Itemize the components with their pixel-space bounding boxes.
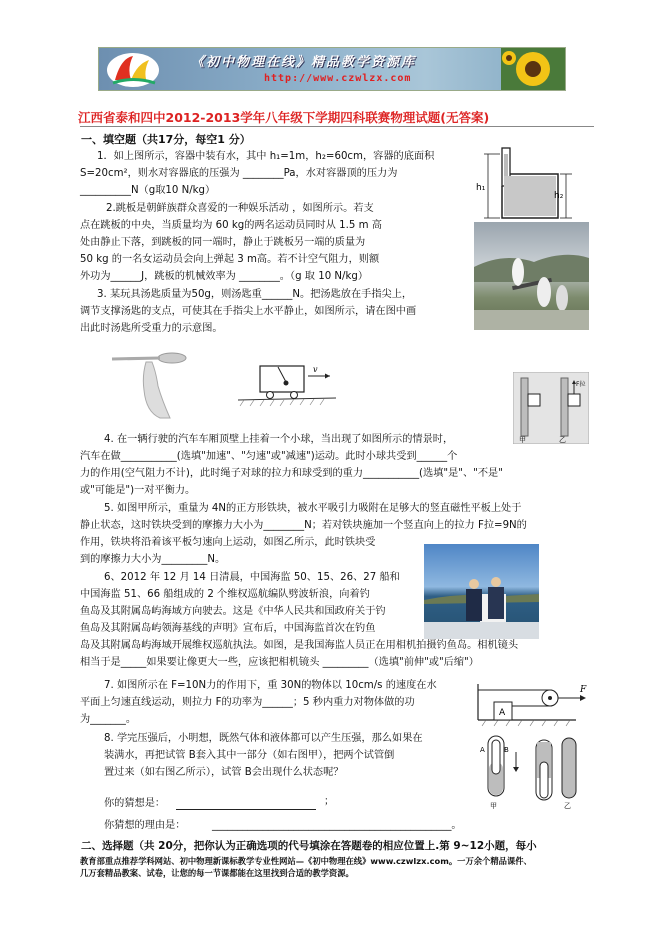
magnet-board-figure — [513, 372, 589, 444]
section-fill-in-heading: 一、填空题（共17分，每空1 分） — [81, 133, 251, 146]
q1-line1: 1．如上图所示，容器中装有水，其中 h₁=1m，h₂=60cm，容器的底面积 — [97, 151, 435, 162]
tube-jia-label: 甲 — [490, 802, 497, 810]
q7-line3: 为_______。 — [80, 714, 137, 725]
q5-line1: 5. 如图甲所示，重量为 4N的正方形铁块，被水平吸引力吸附在足够大的竖直磁性平板上处于 — [104, 503, 522, 514]
section-choice-heading: 二、选择题（共 20分，把你认为正确选项的代号填涂在答题卷的相应位置上.第 9~12小题，每小 — [81, 840, 537, 852]
q7-line1: 7. 如图所示在 F=10N力的作用下，重 30N的物体以 10cm/s 的速度在水 — [104, 680, 437, 691]
q2-line5: 外功为______J，跳板的机械效率为 ________。（g 取 10 N/kg） — [80, 271, 369, 282]
footer-line1: 教育部重点推荐学科网站、初中物理新课标教学专业性网站—《初中物理在线》www.czwlzx.com。一万余个精品课件、 — [80, 856, 532, 866]
page-title: 江西省泰和四中2012-2013学年八年级下学期四科联赛物理试题(无答案) — [78, 110, 490, 125]
guess-semicolon: ； — [324, 796, 335, 807]
q5-line3: 作用，铁块将沿着该平板匀速向上运动，如图乙所示，此时铁块受 — [80, 537, 376, 548]
banner-slogan: 《初中物理在线》精品教学资源库 — [191, 55, 417, 70]
fig-jia-label: 甲 — [519, 436, 526, 444]
block-a-label: A — [499, 708, 506, 718]
cart-figure — [238, 358, 338, 408]
h2-label: h₂ — [554, 191, 564, 201]
q4-line4: 或"可能是")一对平衡力。 — [80, 485, 196, 496]
q8-line3: 置过来（如右图乙所示），试管 B会出现什么状态呢？ — [104, 767, 344, 778]
banner-url: http://www.czwlzx.com — [264, 73, 412, 84]
q6-line2: 中国海监 51、66 船组成的 2 个维权巡航编队劈波斩浪，向着钓 — [80, 589, 370, 600]
reason-label: 你猜想的理由是： — [104, 820, 186, 831]
q1-line3: __________N（g取10 N/kg） — [80, 185, 216, 196]
q6-line4: 鱼岛及其附属岛屿领海基线的声明》宣布后，中国海监首次在钓鱼 — [80, 623, 376, 634]
test-tubes-figure — [476, 732, 588, 812]
q2-line2: 点在跳板的中央，当质量均为 60 kg的两名运动员同时从 1.5 m 高 — [80, 220, 382, 231]
pulley-block-figure — [476, 680, 594, 730]
tube-a-label: A — [480, 746, 485, 754]
spoon-figure — [108, 350, 190, 420]
tube-b-label: B — [504, 746, 509, 754]
q3-line2: 调节支撑汤匙的支点，可使其在手指尖上水平静止，如图所示，请在图中画 — [80, 306, 417, 317]
q4-line3: 力的作用(空气阻力不计)，此时绳子对球的拉力和球受到的重力___________(选填"是"、"不是" — [80, 468, 503, 479]
container-figure — [470, 146, 576, 226]
q2-line1: 2.跳板是朝鲜族群众喜爱的一种娱乐活动 ，如图所示。若支 — [106, 203, 374, 214]
force-f-label: F — [580, 685, 587, 695]
fig-yi-label: 乙 — [559, 436, 566, 444]
q1-line2: S=20cm²，则水对容器底的压强为 ________Pa，水对容器顶的压力为 — [80, 168, 398, 179]
guess-blank — [176, 809, 316, 810]
q6-line3: 鱼岛及其附属岛屿海域方向驶去。这是《中华人民共和国政府关于钓 — [80, 606, 386, 617]
f-la-label: F拉 — [576, 381, 586, 388]
title-divider — [80, 126, 594, 127]
q5-line4: 到的摩擦力大小为_________N。 — [80, 554, 226, 565]
q8-line1: 8. 学完压强后，小明想，既然气体和液体都可以产生压强，那么如果在 — [104, 733, 423, 744]
q7-line2: 平面上匀速直线运动，则拉力 F的功率为______；5 秒内重力对物体做的功 — [80, 697, 415, 708]
q6-line5: 岛及其附属岛屿海域开展维权巡航执法。如图，是我国海监人员正在用相机拍摄钓鱼岛。相机镜头 — [80, 640, 519, 651]
q5-line2: 静止状态，这时铁块受到的摩擦力大小为________N；若对铁块施加一个竖直向上的拉力 F拉=9N的 — [80, 520, 527, 531]
guess-label: 你的猜想是： — [104, 798, 166, 809]
seesaw-photo — [474, 222, 589, 330]
tube-yi-label: 乙 — [564, 802, 571, 810]
header-banner — [98, 47, 566, 91]
q3-line1: 3. 某玩具汤匙质量为50g，则汤匙重______N。把汤匙放在手指尖上， — [97, 289, 413, 300]
sunflower-icon — [501, 48, 565, 90]
ship-photo — [424, 544, 539, 639]
q3-line3: 出此时汤匙所受重力的示意图。 — [80, 323, 223, 334]
q2-line3: 处由静止下落，到跳板的同一端时，静止于跳板另一端的质量为 — [80, 237, 366, 248]
v-label: v — [313, 365, 318, 374]
q2-line4: 50 kg 的一名女运动员会向上弹起 3 m高。若不计空气阻力，则额 — [80, 254, 380, 265]
q4-line1: 4. 在一辆行驶的汽车车厢顶壁上挂着一个小球，当出现了如图所示的情景时， — [104, 434, 454, 445]
reason-blank: _______________________________________________。 — [212, 820, 462, 831]
footer-line2: 几万套精品教案、试卷，让您的每一节课都能在这里找到合适的教学资源。 — [80, 868, 354, 878]
q6-line1: 6、2012 年 12 月 14 日清晨，中国海监 50、15、26、27 船和 — [104, 572, 400, 583]
logo-icon — [103, 50, 163, 88]
h1-label: h₁ — [476, 183, 486, 193]
q8-line2: 装满水，再把试管 B套入其中一部分（如右图甲），把两个试管倒 — [104, 750, 395, 761]
q4-line2: 汽车在做___________(选填"加速"、"匀速"或"减速")运动。此时小球共受到______个 — [80, 451, 458, 462]
q6-line6: 相当于是_____如果要让像更大一些，应该把相机镜头 _________（选填"前伸"或"后缩"） — [80, 657, 479, 668]
